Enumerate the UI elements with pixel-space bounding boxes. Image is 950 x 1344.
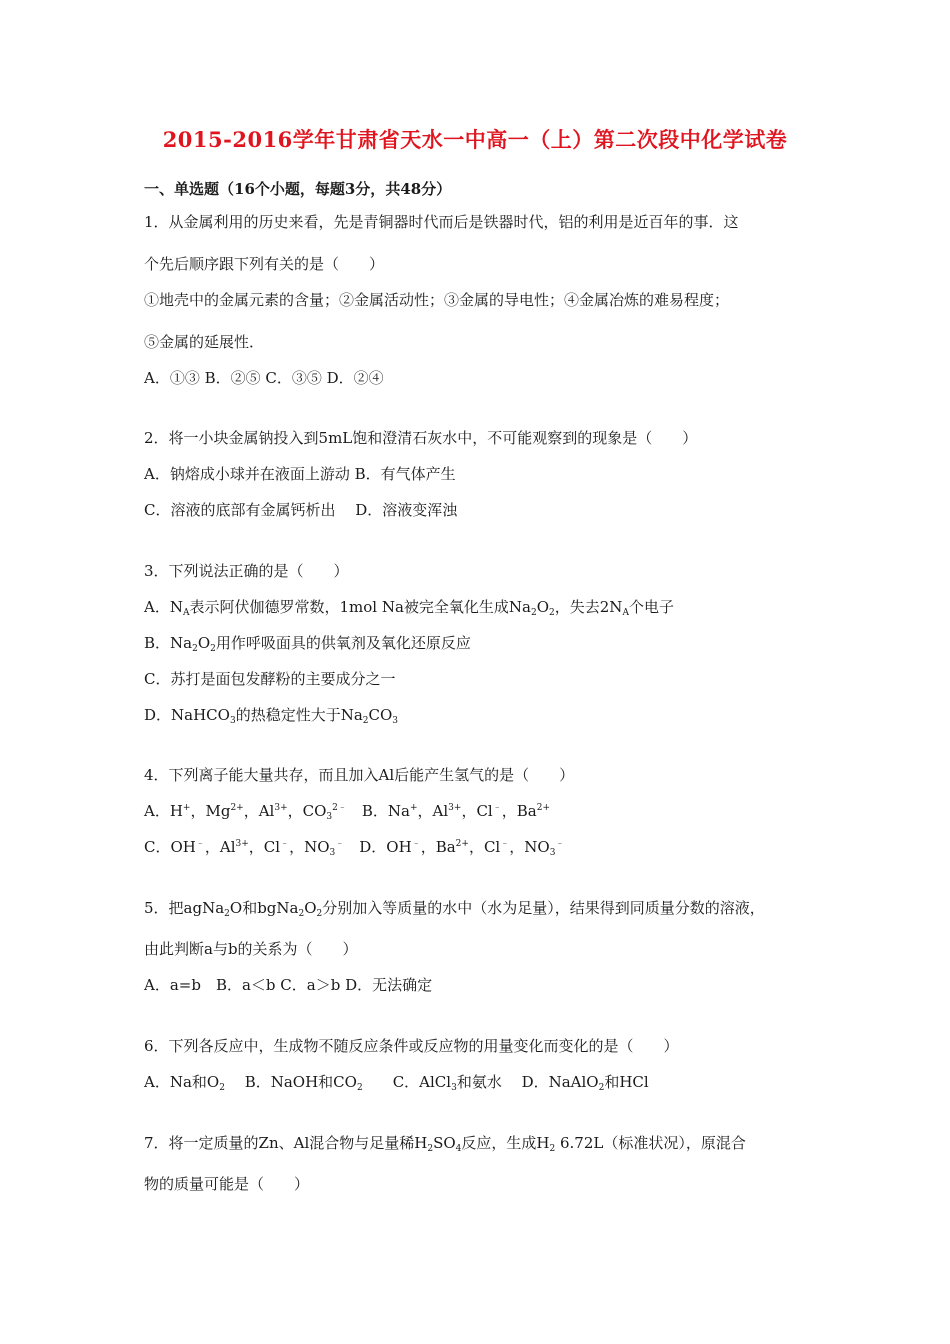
q3-choice-a: A．$N_A$表示阿伏伽德罗常数，1mol Na被完全氧化生成$Na_2O_2$，失去$2N_A$个电子 — [144, 598, 674, 618]
q7-stem-line2: 物的质量可能是（ ） — [144, 1175, 310, 1193]
q1-options-line1: ①地壳中的金属元素的含量；②金属活动性；③金属的导电性；④金属冶炼的难易程度； — [144, 291, 730, 309]
q6-choices: A．Na和$O_2$ B．NaOH和$CO_2$ C．AlCl$_3$和氨水 D．NaAlO$_2$和HCl — [144, 1073, 649, 1093]
q1-options-line2: ⑤金属的延展性． — [144, 333, 265, 351]
q3-choice-d: D．NaHCO$_3$的热稳定性大于$Na_2CO_3$ — [144, 706, 399, 726]
q2-choices-cd: C．溶液的底部有金属钙析出 D．溶液变浑浊 — [144, 501, 458, 519]
exam-title: 2015-2016学年甘肃省天水一中高一（上）第二次段中化学试卷 — [162, 127, 788, 152]
q7-stem-line1: 7．将一定质量的Zn、Al混合物与足量稀$H_2SO_4$反应，生成$H_2$ 6.72L（标准状况），原混合 — [144, 1134, 746, 1154]
q4-choices-ab: A．H+，$Mg^{2+}$，$Al^{3+}$，$CO_3^{2﹣}$ B．Na+，$Al^{3+}$，Cl﹣，$Ba^{2+}$ — [144, 802, 550, 822]
q2-stem: 2．将一小块金属钠投入到5mL饱和澄清石灰水中，不可能观察到的现象是（ ） — [144, 429, 698, 447]
q1-stem-line2: 个先后顺序跟下列有关的是（ ） — [144, 255, 385, 273]
q3-choice-c: C．苏打是面包发酵粉的主要成分之一 — [144, 670, 396, 688]
q5-stem-line1: 5．把agNa$_2$O和$bgNa_2O_2$分别加入等质量的水中（水为足量），结果得到同质量分数的溶液， — [144, 899, 765, 919]
q4-stem: 4．下列离子能大量共存，而且加入Al后能产生氢气的是（ ） — [144, 766, 575, 784]
q3-choice-b: B．$Na_2O_2$用作呼吸面具的供氧剂及氧化还原反应 — [144, 634, 471, 654]
q4-choices-cd: C．OH﹣，$Al^{3+}$，Cl﹣，$NO_3^﹣$ D．OH﹣，$Ba^{2+}$，Cl﹣，$NO_3^﹣$ — [144, 838, 565, 858]
q1-stem-line1: 1．从金属利用的历史来看，先是青铜器时代而后是铁器时代，铝的利用是近百年的事．这 — [144, 213, 739, 231]
q3-stem: 3．下列说法正确的是（ ） — [144, 562, 349, 580]
q6-stem: 6．下列各反应中，生成物不随反应条件或反应物的用量变化而变化的是（ ） — [144, 1037, 679, 1055]
q5-stem-line2: 由此判断a与b的关系为（ ） — [144, 940, 358, 958]
section-heading: 一、单选题（16个小题，每题3分，共48分） — [144, 180, 452, 198]
q2-choices-ab: A．钠熔成小球并在液面上游动 B．有气体产生 — [144, 465, 456, 483]
q5-choices: A．a=b B．a＜b C．a＞b D．无法确定 — [144, 976, 433, 994]
q1-choices: A．①③ B．②⑤ C．③⑤ D．②④ — [144, 369, 384, 387]
